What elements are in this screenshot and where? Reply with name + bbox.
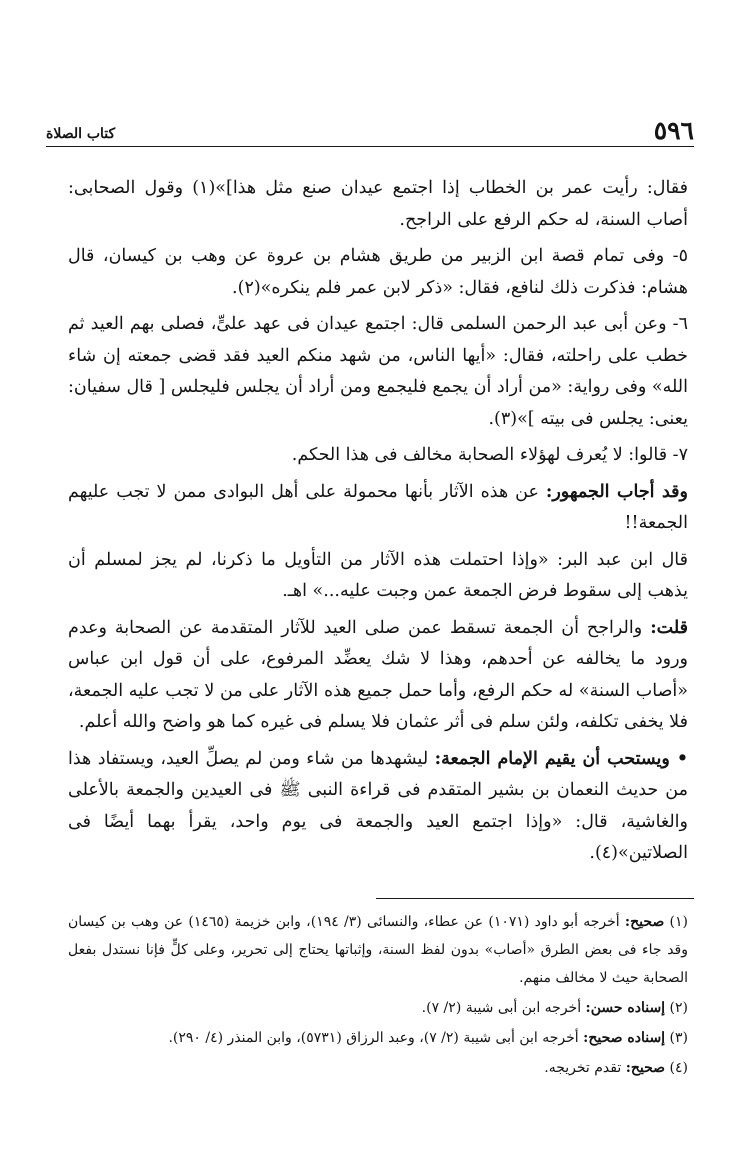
footnote-text: تقدم تخريجه. [544, 1060, 626, 1076]
paragraph-lead: قلت: [650, 617, 688, 638]
footnote-text: أخرجه ابن أبى شيبة (٢/ ٧)، وعبد الرزاق (٥٧٣١)، وابن المنذر (٤/ ٢٩٠). [168, 1030, 584, 1046]
paragraph-text: ٦- وعن أبى عبد الرحمن السلمى قال: اجتمع عيدان فى عهد علىٍّ، فصلى بهم العيد ثم خطب على راحلته، فقال: «أيها الناس، من شهد منكم العيد فقد قضى جمعته إن شاء الله» وفى رواية: «من أراد أن يجمع فليجمع ومن أراد أن يجلس فليجلس [ قال سفيان: يعنى: يجلس فى بيته ]»(٣). [68, 314, 688, 429]
footnote [68, 994, 688, 1022]
footnote-lead: صحيح: [625, 1060, 666, 1076]
paragraph-lead: • ويستحب أن يقيم الإمام الجمعة: [434, 748, 688, 769]
footnote-number: (١) [669, 914, 688, 930]
footnote-divider [376, 898, 694, 899]
footnote-lead: إسناده صحيح: [583, 1030, 666, 1046]
paragraph-text: عن هذه الآثار بأنها محمولة على أهل البوادى ممن لا تجب عليهم الجمعة!! [68, 481, 688, 533]
footnote-text: أخرجه أبو داود (١٠٧١) عن عطاء، والنسائى (٣/ ١٩٤)، وابن خزيمة (١٤٦٥) عن وهب بن كيسان وقد جاء فى بعض الطرق «أصاب» بدون لفظ السنة، وإثباتها يحتاج إلى تحرير، وعلى كلٍّ فإنا نستدل بفعل الصحابة حيث لا مخالف منهم. [68, 914, 688, 986]
footnote-lead: إسناده حسن: [585, 1000, 666, 1016]
footnote-lead: صحيح: [624, 914, 665, 930]
page-header [46, 110, 694, 146]
footnotes [68, 908, 688, 1084]
paragraph [68, 173, 688, 236]
header-divider [46, 146, 694, 147]
chapter-title: كتاب الصلاة [46, 126, 116, 142]
footnote [68, 1054, 688, 1082]
paragraph-text: فقال: رأيت عمر بن الخطاب إذا اجتمع عيدان صنع مثل هذا]»(١) وقول الصحابى: أصاب السنة، له حكم الرفع على الراجح. [68, 178, 688, 230]
page-number: ٥٩٦ [653, 116, 694, 145]
paragraph [68, 309, 688, 435]
footnote-text: أخرجه ابن أبى شيبة (٢/ ٧). [421, 1000, 586, 1016]
footnote [68, 908, 688, 992]
main-text [68, 173, 688, 875]
footnote-number: (٣) [669, 1030, 688, 1046]
paragraph [68, 545, 688, 608]
paragraph [68, 440, 688, 472]
paragraph [68, 477, 688, 540]
paragraph-lead: وقد أجاب الجمهور: [545, 481, 689, 502]
paragraph-text: ٧- قالوا: لا يُعرف لهؤلاء الصحابة مخالف فى هذا الحكم. [291, 445, 688, 465]
footnote-number: (٢) [669, 1000, 688, 1016]
paragraph-text: والراجح أن الجمعة تسقط عمن صلى العيد للآثار المتقدمة عن الصحابة وعدم ورود ما يخالفه عن أحدهم، وهذا لا شك يعضِّد المرفوع، على أن قول ابن عباس «أصاب السنة» له حكم الرفع، وأما حمل جميع هذه الآثار على من لا تجب عليه الجمعة، فلا يخفى تكلفه، ولئن سلم فى أثر عثمان فلا يسلم فى غيره كما هو واضح والله أعلم. [68, 617, 688, 732]
paragraph [68, 241, 688, 304]
paragraph-text: ليشهدها من شاء ومن لم يصلِّ العيد، ويستفاد هذا من حديث النعمان بن بشير المتقدم فى قراءة النبى ﷺ فى العيدين والجمعة بالأعلى والغاشية، قال: «وإذا اجتمع العيد والجمعة فى يوم واحد، يقرأ بهما أيضًا فى الصلاتين»(٤). [68, 748, 688, 863]
footnote [68, 1024, 688, 1052]
paragraph-text: ٥- وفى تمام قصة ابن الزبير من طريق هشام بن عروة عن وهب بن كيسان، قال هشام: فذكرت ذلك لنافع، فقال: «ذكر لابن عمر فلم ينكره»(٢). [68, 246, 688, 298]
paragraph [68, 613, 688, 739]
footnote-number: (٤) [669, 1060, 688, 1076]
paragraph-text: قال ابن عبد البر: «وإذا احتملت هذه الآثار من التأويل ما ذكرنا، لم يجز لمسلم أن يذهب إلى سقوط فرض الجمعة عمن وجبت عليه...» اهـ. [68, 549, 688, 601]
paragraph [68, 744, 688, 870]
